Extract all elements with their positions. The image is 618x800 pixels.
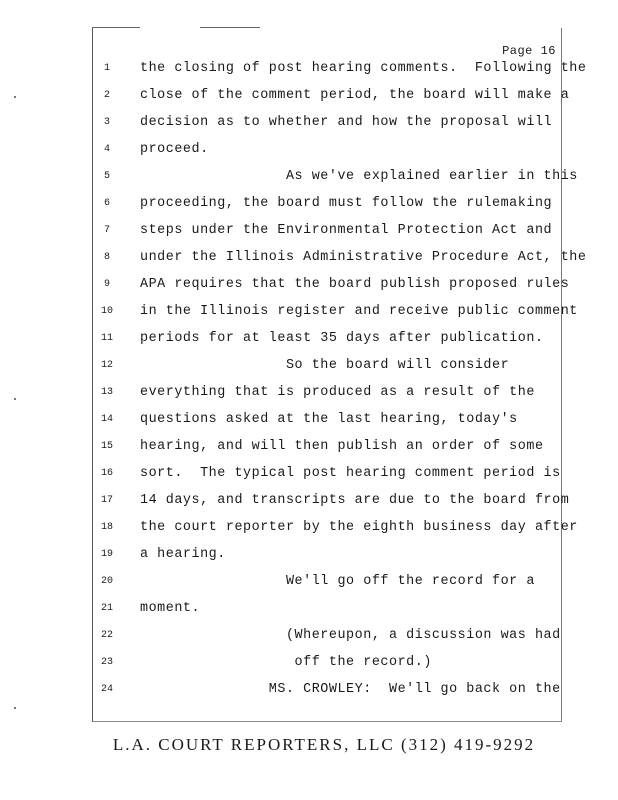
line-number: 8 xyxy=(103,252,110,263)
line-text: MS. CROWLEY: We'll go back on the xyxy=(140,682,561,697)
line-text: close of the comment period, the board will make a xyxy=(140,88,570,103)
line-number: 13 xyxy=(100,387,113,398)
transcript-line xyxy=(0,653,618,680)
line-number: 24 xyxy=(100,684,113,695)
line-text: in the Illinois register and receive public comment xyxy=(140,304,578,319)
line-number: 9 xyxy=(103,279,110,290)
line-number: 18 xyxy=(100,522,113,533)
line-text: As we've explained earlier in this xyxy=(140,169,578,184)
line-number: 16 xyxy=(100,468,113,479)
line-number: 20 xyxy=(100,576,113,587)
transcript-line xyxy=(0,383,618,410)
line-number: 23 xyxy=(100,657,113,668)
line-number: 1 xyxy=(103,63,110,74)
scan-border-mark xyxy=(92,27,140,28)
transcript-line xyxy=(0,545,618,572)
line-number: 15 xyxy=(100,441,113,452)
transcript-line xyxy=(0,410,618,437)
transcript-line xyxy=(0,221,618,248)
transcript-line xyxy=(0,248,618,275)
transcript-line xyxy=(0,329,618,356)
transcript-line xyxy=(0,356,618,383)
line-text: 14 days, and transcripts are due to the board from xyxy=(140,493,570,508)
scan-border-mark xyxy=(200,27,260,28)
line-text: proceed. xyxy=(140,142,209,157)
transcript-line xyxy=(0,491,618,518)
line-number: 14 xyxy=(100,414,113,425)
transcript-line xyxy=(0,680,618,707)
line-text: off the record.) xyxy=(140,655,432,670)
line-number: 10 xyxy=(100,306,113,317)
scan-speck xyxy=(14,707,16,709)
transcript-line xyxy=(0,275,618,302)
line-text: everything that is produced as a result of the xyxy=(140,385,535,400)
line-text: APA requires that the board publish proposed rules xyxy=(140,277,570,292)
line-text: a hearing. xyxy=(140,547,226,562)
line-number: 12 xyxy=(100,360,113,371)
transcript-line xyxy=(0,140,618,167)
transcript-line xyxy=(0,464,618,491)
transcript-line xyxy=(0,437,618,464)
line-text: decision as to whether and how the proposal will xyxy=(140,115,553,130)
line-number: 5 xyxy=(103,171,110,182)
transcript-line xyxy=(0,518,618,545)
line-number: 19 xyxy=(100,549,113,560)
line-number: 22 xyxy=(100,630,113,641)
line-text: the closing of post hearing comments. Following the xyxy=(140,61,587,76)
line-text: questions asked at the last hearing, today's xyxy=(140,412,518,427)
line-number: 7 xyxy=(103,225,110,236)
line-number: 3 xyxy=(103,117,110,128)
line-text: sort. The typical post hearing comment period is xyxy=(140,466,561,481)
line-text: So the board will consider xyxy=(140,358,510,373)
line-text: moment. xyxy=(140,601,201,616)
transcript-line xyxy=(0,86,618,113)
line-number: 4 xyxy=(103,144,110,155)
line-number: 17 xyxy=(100,495,113,506)
line-text: steps under the Environmental Protection Act and xyxy=(140,223,553,238)
transcript-line xyxy=(0,194,618,221)
line-text: hearing, and will then publish an order of some xyxy=(140,439,544,454)
line-text: the court reporter by the eighth business day after xyxy=(140,520,578,535)
transcript-line xyxy=(0,302,618,329)
court-reporter-footer: L.A. COURT REPORTERS, LLC (312) 419-9292 xyxy=(112,735,536,754)
line-text: proceeding, the board must follow the rulemaking xyxy=(140,196,553,211)
line-text: We'll go off the record for a xyxy=(140,574,535,589)
transcript-line xyxy=(0,626,618,653)
transcript-line xyxy=(0,599,618,626)
line-number: 11 xyxy=(100,333,113,344)
page-number: Page 16 xyxy=(502,44,556,58)
line-number: 6 xyxy=(103,198,110,209)
line-text: under the Illinois Administrative Procedure Act, the xyxy=(140,250,587,265)
transcript-line xyxy=(0,167,618,194)
line-text: periods for at least 35 days after publication. xyxy=(140,331,544,346)
line-text: (Whereupon, a discussion was had xyxy=(140,628,561,643)
transcript-line xyxy=(0,572,618,599)
line-number: 21 xyxy=(100,603,113,614)
transcript-line xyxy=(0,59,618,86)
transcript-line xyxy=(0,113,618,140)
line-number: 2 xyxy=(103,90,110,101)
